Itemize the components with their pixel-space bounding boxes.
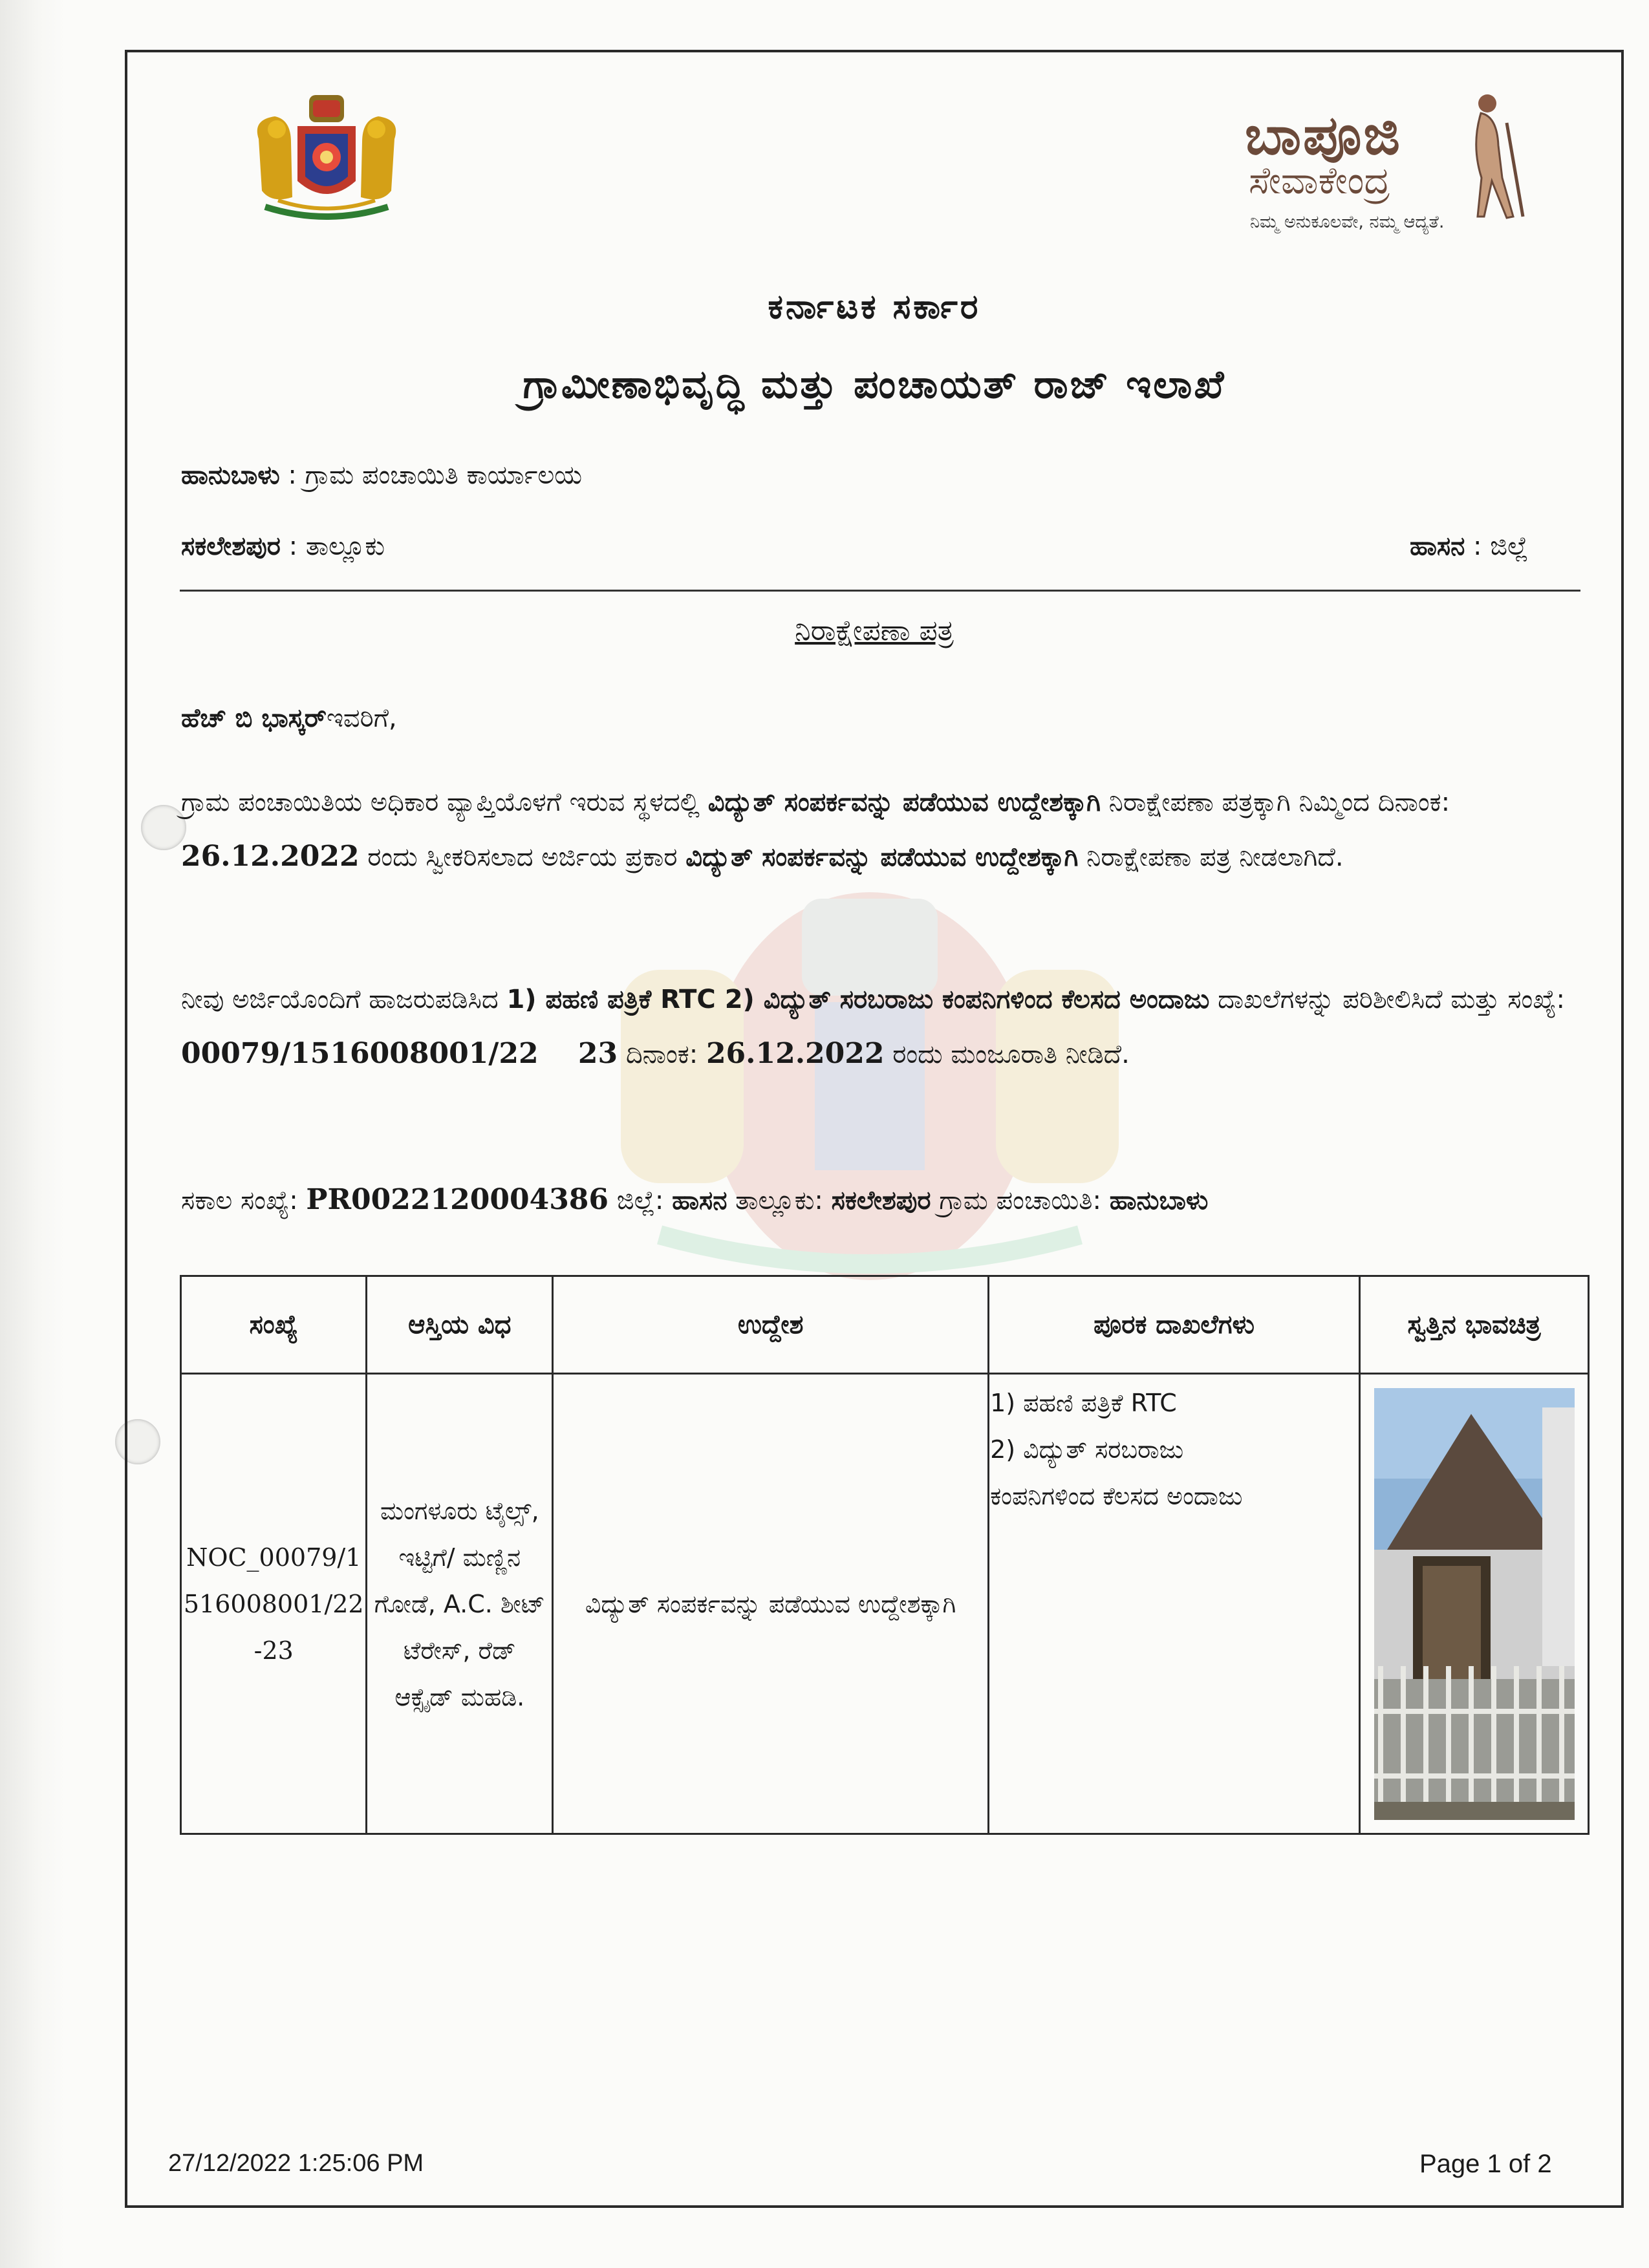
body-paragraph-1 xyxy=(181,776,1578,884)
col-header-photo: ಸ್ವತ್ತಿನ ಭಾವಚಿತ್ರ xyxy=(1360,1276,1589,1374)
para2-text: ರಂದು ಮಂಜೂರಾತಿ ನೀಡಿದೆ. xyxy=(884,1040,1130,1069)
document-item: ಕಂಪನಿಗಳಿಂದ ಕೆಲಸದ ಅಂದಾಜು xyxy=(990,1482,1243,1510)
para1-text: ನಿರಾಕ್ಷೇಪಣಾ ಪತ್ರಕ್ಕಾಗಿ ನಿಮ್ಮಿಂದ ದಿನಾಂಕ: xyxy=(1100,787,1450,817)
para2-text: ದಾಖಲೆಗಳನ್ನು ಪರಿಶೀಲಿಸಿದೆ ಮತ್ತು ಸಂಖ್ಯೆ: xyxy=(1209,985,1565,1014)
para1-bold: ವಿದ್ಯುತ್ ಸಂಪರ್ಕವನ್ನು ಪಡೆಯುವ ಉದ್ದೇಶಕ್ಕಾಗಿ xyxy=(707,787,1101,817)
para2-bold: 1) ಪಹಣಿ ಪತ್ರಿಕೆ RTC 2) ವಿದ್ಯುತ್ ಸರಬರಾಜು ಕಂಪನಿಗಳಿಂದ ಕೆಲಸದ ಅಂದಾಜು xyxy=(506,985,1210,1014)
sakala-district: ಹಾಸನ xyxy=(672,1186,727,1215)
header-divider xyxy=(180,590,1580,592)
col-header-number: ಸಂಖ್ಯೆ xyxy=(181,1276,367,1374)
house-photo-icon xyxy=(1374,1388,1575,1820)
brand-title: ಬಾಪೂಜಿ xyxy=(1245,103,1402,167)
para1-text: ರಂದು ಸ್ವೀಕರಿಸಲಾದ ಅರ್ಜಿಯ ಪ್ರಕಾರ xyxy=(359,842,686,872)
para2-text: ದಿನಾಂಕ: xyxy=(618,1040,706,1069)
taluk-line xyxy=(181,531,385,561)
details-table xyxy=(180,1275,1590,1835)
table-header-row xyxy=(181,1276,1589,1374)
taluk-label: : ತಾಲ್ಲೂಕು xyxy=(280,531,385,561)
approval-date: 26.12.2022 xyxy=(706,1037,885,1070)
para1-text: ಗ್ರಾಮ ಪಂಚಾಯಿತಿಯ ಅಧಿಕಾರ ವ್ಯಾಪ್ತಿಯೊಳಗೆ ಇರುವ ಸ್ಥಳದಲ್ಲಿ xyxy=(181,787,708,817)
property-type-cell: ಮಂಗಳೂರು ಟೈಲ್ಸ್, ಇಟ್ಟಿಗೆ/ ಮಣ್ಣಿನ ಗೋಡೆ, A.C. ಶೀಟ್ ಟೆರೇಸ್, ರೆಡ್ ಆಕ್ಸೈಡ್ ಮಹಡಿ. xyxy=(367,1374,553,1834)
salutation xyxy=(181,703,397,733)
karnataka-emblem-icon xyxy=(239,94,414,233)
purpose-cell: ವಿದ್ಯುತ್ ಸಂಪರ್ಕವನ್ನು ಪಡೆಯುವ ಉದ್ದೇಶಕ್ಕಾಗಿ xyxy=(553,1374,989,1834)
document-item: 1) ಪಹಣಿ ಪತ್ರಿಕೆ RTC xyxy=(990,1389,1177,1417)
gandhi-figure-icon xyxy=(1452,87,1529,220)
bapuji-sevakendra-logo xyxy=(1245,103,1523,239)
office-label: : ಗ್ರಾಮ ಪಂಚಾಯಿತಿ ಕಾರ್ಯಾಲಯ xyxy=(279,460,583,490)
documents-cell xyxy=(989,1374,1360,1834)
sakala-district-label: ಜಿಲ್ಲೆ: xyxy=(609,1186,673,1215)
district-label: : ಜಿಲ್ಲೆ xyxy=(1465,531,1529,561)
sakala-gp-label: ಗ್ರಾಮ ಪಂಚಾಯಿತಿ: xyxy=(931,1186,1110,1215)
print-timestamp: 27/12/2022 1:25:06 PM xyxy=(168,2150,424,2177)
page-number: Page 1 of 2 xyxy=(1419,2150,1552,2178)
brand-tagline: ನಿಮ್ಮ ಅನುಕೂಲವೇ, ನಮ್ಮ ಆದ್ಯತೆ. xyxy=(1250,212,1445,232)
brand-subtitle: ಸೇವಾಕೇಂದ್ರ xyxy=(1249,158,1390,202)
sakala-number: PR0022120004386 xyxy=(306,1183,609,1216)
para2-text: ನೀವು ಅರ್ಜಿಯೊಂದಿಗೆ ಹಾಜರುಪಡಿಸಿದ xyxy=(181,985,507,1014)
sakala-gp: ಹಾನುಬಾಳು xyxy=(1109,1186,1209,1215)
para1-text: ನಿರಾಕ್ಷೇಪಣಾ ಪತ್ರ ನೀಡಲಾಗಿದೆ. xyxy=(1078,842,1344,872)
document-subject: ನಿರಾಕ್ಷೇಪಣಾ ಪತ್ರ xyxy=(795,614,954,647)
sakala-taluk-label: ತಾಲ್ಲೂಕು: xyxy=(727,1186,832,1215)
col-header-purpose: ಉದ್ದೇಶ xyxy=(553,1276,989,1374)
col-header-documents: ಪೂರಕ ದಾಖಲೆಗಳು xyxy=(989,1276,1360,1374)
photo-cell xyxy=(1360,1374,1589,1834)
para1-bold: ವಿದ್ಯುತ್ ಸಂಪರ್ಕವನ್ನು ಪಡೆಯುವ ಉದ್ದೇಶಕ್ಕಾಗಿ xyxy=(685,842,1079,872)
department-heading: ಗ್ರಾಮೀಣಾಭಿವೃದ್ಧಿ ಮತ್ತು ಪಂಚಾಯತ್ ರಾಜ್ ಇಲಾಖೆ xyxy=(523,362,1226,407)
sakala-line xyxy=(181,1183,1208,1216)
sakala-taluk: ಸಕಲೇಶಪುರ xyxy=(831,1186,931,1215)
addressee-suffix: ಇವರಿಗೆ, xyxy=(326,703,397,733)
col-header-property-type: ಆಸ್ತಿಯ ವಿಧ xyxy=(367,1276,553,1374)
scan-edge xyxy=(0,0,65,2268)
office-line xyxy=(181,460,582,490)
district-name: ಹಾಸನ xyxy=(1410,531,1465,561)
taluk-name: ಸಕಲೇಶಪುರ xyxy=(181,531,281,561)
government-heading: ಕರ್ನಾಟಕ ಸರ್ಕಾರ xyxy=(768,288,981,326)
district-line xyxy=(1410,531,1528,561)
office-name: ಹಾನುಬಾಳು xyxy=(181,460,280,490)
approval-number: 00079/1516008001/22 23 xyxy=(181,1037,618,1070)
sakala-label: ಸಕಾಲ ಸಂಖ್ಯೆ: xyxy=(181,1186,307,1215)
addressee-name: ಹೆಚ್ ಬಿ ಭಾಸ್ಕರ್ xyxy=(181,703,327,733)
noc-number-cell: NOC_00079/1516008001/22-23 xyxy=(181,1374,367,1834)
document-item: 2) ವಿದ್ಯುತ್ ಸರಬರಾಜು xyxy=(990,1435,1184,1464)
application-date: 26.12.2022 xyxy=(181,840,360,873)
body-paragraph-2 xyxy=(181,973,1578,1082)
table-row xyxy=(181,1374,1589,1834)
